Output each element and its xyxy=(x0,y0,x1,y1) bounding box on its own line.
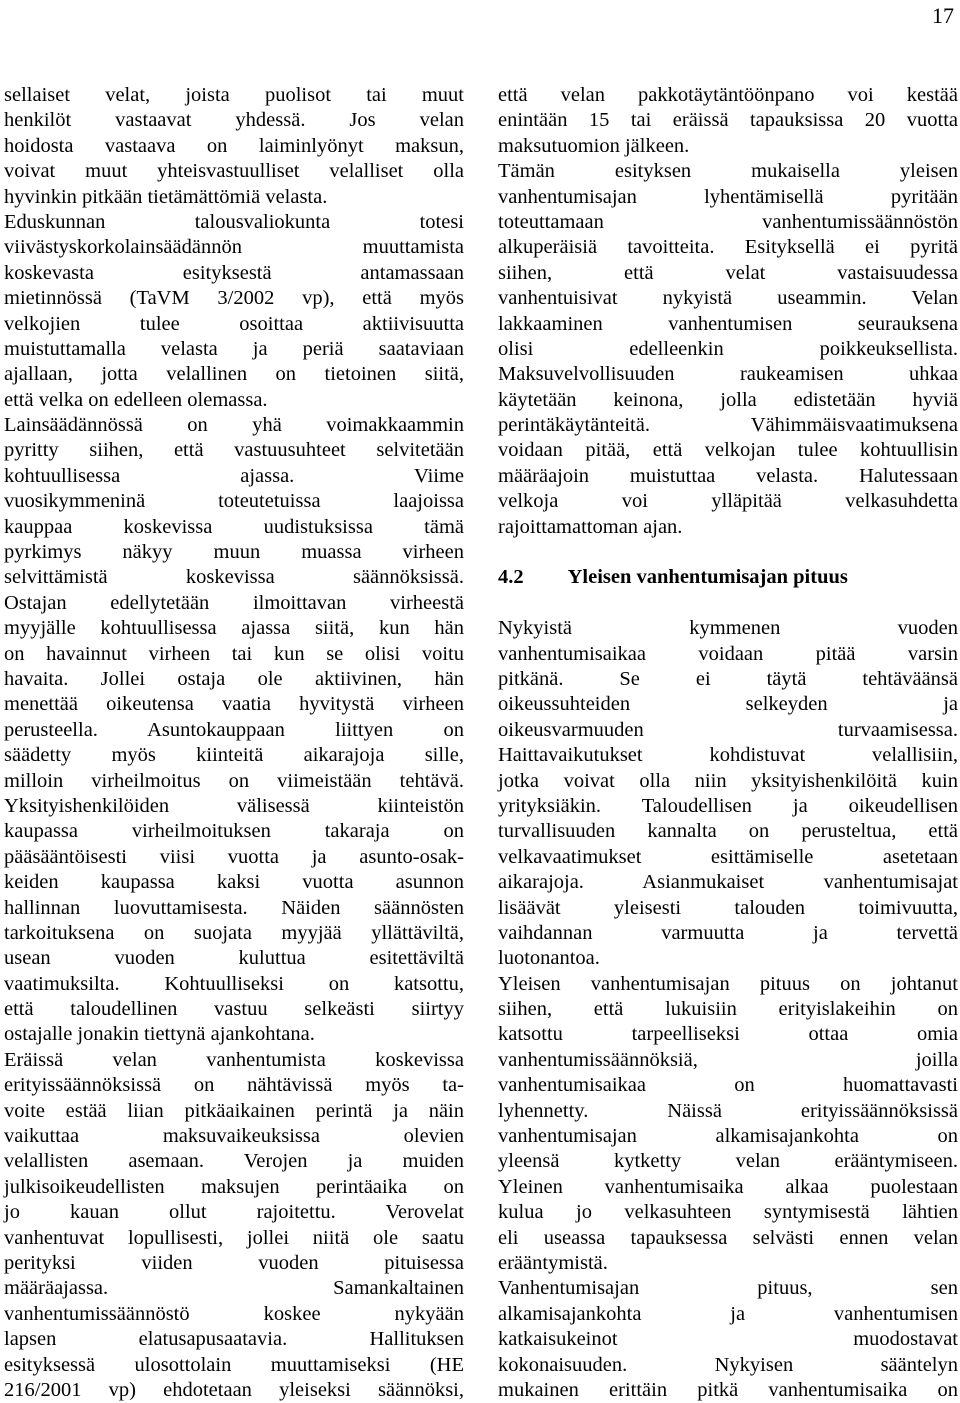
text-line: hyvinkin pitkään tietämättömiä velasta. xyxy=(4,185,328,208)
text-line: viivästyskorkolainsäädännön muuttamista xyxy=(4,236,464,259)
text-line: aikarajoja. Asianmukaiset vanhentumisajat xyxy=(498,871,958,894)
text-line: että velan pakkotäytäntöönpano voi kestää xyxy=(498,84,958,106)
text-line: katsottu tarpeelliseksi ottaa omia xyxy=(498,1023,958,1046)
text-line: lyhennetty. Näissä erityissäännöksissä xyxy=(498,1099,958,1122)
section-heading xyxy=(498,565,958,590)
text-line: henkilöt vastaavat yhdessä. Jos velan xyxy=(4,109,464,132)
text-line: eli useassa tapauksessa selvästi ennen velan xyxy=(498,1226,958,1249)
text-line: vanhentuvat lopullisesti, jollei niitä ole saatu xyxy=(4,1226,464,1249)
text-line: että velka on edelleen olemassa. xyxy=(4,388,268,411)
text-line: keiden kaupassa kaksi vuotta asunnon xyxy=(4,871,464,894)
text-line: voite estää liian pitkäaikainen perintä ja näin xyxy=(4,1099,464,1122)
text-line: maksutuomion jälkeen. xyxy=(498,134,690,157)
text-line: Eräissä velan vanhentumista koskevissa xyxy=(4,1048,464,1071)
text-line: Maksuvelvollisuuden raukeamisen uhkaa xyxy=(498,363,958,386)
text-line: perityksi viiden vuoden pituisessa xyxy=(4,1251,464,1274)
text-line: määräajassa. Samankaltainen xyxy=(4,1277,464,1300)
text-line: oikeussuhteiden selkeyden ja xyxy=(498,693,958,716)
text-line: erityissäännöksissä on nähtävissä myös ta- xyxy=(4,1074,464,1097)
text-line: siihen, että velat vastaisuudessa xyxy=(498,261,958,284)
section-number: 4.2 xyxy=(498,566,524,589)
text-line: vuosikymmeninä toteutetuissa laajoissa xyxy=(4,490,464,513)
text-line: turvallisuuden kannalta on perusteltua, että xyxy=(498,820,958,843)
text-line: oikeusvarmuuden turvaamisessa. xyxy=(498,718,958,741)
text-line: 216/2001 vp) ehdotetaan yleiseksi säännöksi, xyxy=(4,1378,464,1401)
text-line: käytetään keinona, jolla edistetään hyviä xyxy=(498,388,958,411)
text-line: myyjälle kohtuullisessa ajassa siitä, kun hän xyxy=(4,617,464,640)
text-line: vanhentumisaikaa on huomattavasti xyxy=(498,1074,958,1097)
text-line: yrityksiäkin. Taloudellisen ja oikeudellisen xyxy=(498,794,958,817)
text-line: jotka voivat olla niin yksityishenkilöitä kuin xyxy=(498,769,958,792)
text-line: voivat muut yhteisvastuulliset velalliset olla xyxy=(4,160,464,183)
text-line: rajoittamattoman ajan. xyxy=(498,515,683,538)
text-line: ajallaan, jotta velallinen on tietoinen siitä, xyxy=(4,363,464,386)
text-line: Yksityishenkilöiden välisessä kiinteistön xyxy=(4,794,464,817)
text-line: sellaiset velat, joista puolisot tai muut xyxy=(4,84,464,106)
text-line: velkavaatimukset esittämiselle asetetaan xyxy=(498,845,958,868)
page-number: 17 xyxy=(932,3,954,28)
left-column xyxy=(4,83,464,1403)
spacer xyxy=(498,540,958,565)
text-line: perusteella. Asuntokauppaan liittyen on xyxy=(4,718,464,741)
text-line: Nykyistä kymmenen vuoden xyxy=(498,617,958,640)
text-line: kohtuullisessa ajassa. Viime xyxy=(4,464,464,487)
right-column-section-text xyxy=(498,616,958,1403)
text-line: määräajoin muistuttaa velasta. Halutessaan xyxy=(498,464,958,487)
text-line: esityksessä ulosottolain muuttamiseksi (HE xyxy=(4,1353,464,1376)
text-line: havaita. Jollei ostaja ole aktiivinen, hän xyxy=(4,667,464,690)
text-line: lisäävät yleisesti talouden toimivuutta, xyxy=(498,896,958,919)
text-line: vanhentumisajan lyhentämisellä pyritään xyxy=(498,185,958,208)
text-line: Eduskunnan talousvaliokunta totesi xyxy=(4,210,464,233)
text-line: vanhentumissäännöstö koskee nykyään xyxy=(4,1302,464,1325)
text-line: säädetty myös kiinteitä aikarajoja sille, xyxy=(4,744,464,767)
text-line: muistuttamalla velasta ja periä saataviaan xyxy=(4,337,464,360)
right-column-intro-text xyxy=(498,83,958,540)
text-line: pyrkimys näkyy muun muassa virheen xyxy=(4,541,464,564)
text-line: lakkaaminen vanhentumisen seurauksena xyxy=(498,312,958,335)
text-line: Ostajan edellytetään ilmoittavan virheestä xyxy=(4,591,464,614)
text-line: Yleinen vanhentumisaika alkaa puolestaan xyxy=(498,1175,958,1198)
text-line: vaatimuksilta. Kohtuulliseksi on katsottu, xyxy=(4,972,464,995)
text-line: hallinnan luovuttamisesta. Näiden säännösten xyxy=(4,896,464,919)
text-line: pitkänä. Se ei täytä tehtäväänsä xyxy=(498,667,958,690)
text-line: vaikuttaa maksuvaikeuksissa olevien xyxy=(4,1125,464,1148)
text-line: Yleisen vanhentumisajan pituus on johtanut xyxy=(498,972,958,995)
text-line: milloin virheilmoitus on viimeistään tehtävä. xyxy=(4,769,464,792)
text-line: hoidosta vastaava on laiminlyönyt maksun, xyxy=(4,134,464,157)
text-line: Tämän esityksen mukaisella yleisen xyxy=(498,160,958,183)
text-line: kauppaa koskevissa uudistuksissa tämä xyxy=(4,515,464,538)
text-line: Haittavaikutukset kohdistuvat velallisiin, xyxy=(498,744,958,767)
text-line: pääsääntöisesti viisi vuotta ja asunto-osak- xyxy=(4,845,464,868)
section-title: Yleisen vanhentumisajan pituus xyxy=(567,566,848,589)
text-line: yleensä kytketty velan erääntymiseen. xyxy=(498,1150,958,1173)
text-line: lapsen elatusapusaatavia. Hallituksen xyxy=(4,1328,464,1351)
text-line: velkoja voi ylläpitää velkasuhdetta xyxy=(498,490,958,513)
text-line: julkisoikeudellisten maksujen perintäaika on xyxy=(4,1175,464,1198)
text-line: siihen, että lukuisiin erityislakeihin on xyxy=(498,998,958,1021)
text-line: vanhentumisaikaa voidaan pitää varsin xyxy=(498,642,958,665)
text-line: mukainen erittäin pitkä vanhentumisaika on xyxy=(498,1378,958,1401)
text-line: olisi edelleenkin poikkeuksellista. xyxy=(498,337,958,360)
text-line: vanhentumissäännöksiä, joilla xyxy=(498,1048,958,1071)
text-line: kokonaisuuden. Nykyisen sääntelyn xyxy=(498,1353,958,1376)
text-line: alkuperäisiä tavoitteita. Esityksellä ei pyritä xyxy=(498,236,958,259)
text-line: toteuttamaan vanhentumissäännöstön xyxy=(498,210,958,233)
text-line: usean vuoden kuluttua esitettäviltä xyxy=(4,947,464,970)
text-line: kaupassa virheilmoituksen takaraja on xyxy=(4,820,464,843)
text-line: ostajalle jonakin tiettynä ajankohtana. xyxy=(4,1023,315,1046)
text-line: perintäkäytänteitä. Vähimmäisvaatimuksena xyxy=(498,414,958,437)
text-line: vaihdannan varmuutta ja tervettä xyxy=(498,921,958,944)
text-line: alkamisajankohta ja vanhentumisen xyxy=(498,1302,958,1325)
text-line: pyritty siihen, että vastuusuhteet selvitetään xyxy=(4,439,464,462)
text-line: menettää oikeutensa vaatia hyvitystä virheen xyxy=(4,693,464,716)
right-column xyxy=(498,83,958,1403)
text-line: mietinnössä (TaVM 3/2002 vp), että myös xyxy=(4,287,464,310)
text-line: erääntymistä. xyxy=(498,1251,608,1274)
text-line: voidaan pitää, että velkojan tulee kohtuullisin xyxy=(498,439,958,462)
text-line: enintään 15 tai eräissä tapauksissa 20 vuotta xyxy=(498,109,958,132)
text-line: Vanhentumisajan pituus, sen xyxy=(498,1277,958,1300)
text-line: vanhentuisivat nykyistä useammin. Velan xyxy=(498,287,958,310)
text-line: velallisten asemaan. Verojen ja muiden xyxy=(4,1150,464,1173)
text-line: velkojien tulee osoittaa aktiivisuutta xyxy=(4,312,464,335)
text-line: koskevasta esityksestä antamassaan xyxy=(4,261,464,284)
text-line: Lainsäädännössä on yhä voimakkaammin xyxy=(4,414,464,437)
text-line: kulua jo velkasuhteen syntymisestä lähtien xyxy=(498,1201,958,1224)
text-line: jo kauan ollut rajoitettu. Verovelat xyxy=(4,1201,464,1224)
text-line: luotonantoa. xyxy=(498,947,600,970)
text-line: että taloudellinen vastuu selkeästi siirtyy xyxy=(4,998,464,1021)
text-line: katkaisukeinot muodostavat xyxy=(498,1328,958,1351)
text-line: tarkoituksena on suojata myyjää yllättäviltä, xyxy=(4,921,464,944)
spacer xyxy=(498,591,958,616)
text-line: vanhentumisajan alkamisajankohta on xyxy=(498,1125,958,1148)
text-line: on havainnut virheen tai kun se olisi voitu xyxy=(4,642,464,665)
text-line: selvittämistä koskevissa säännöksissä. xyxy=(4,566,464,589)
